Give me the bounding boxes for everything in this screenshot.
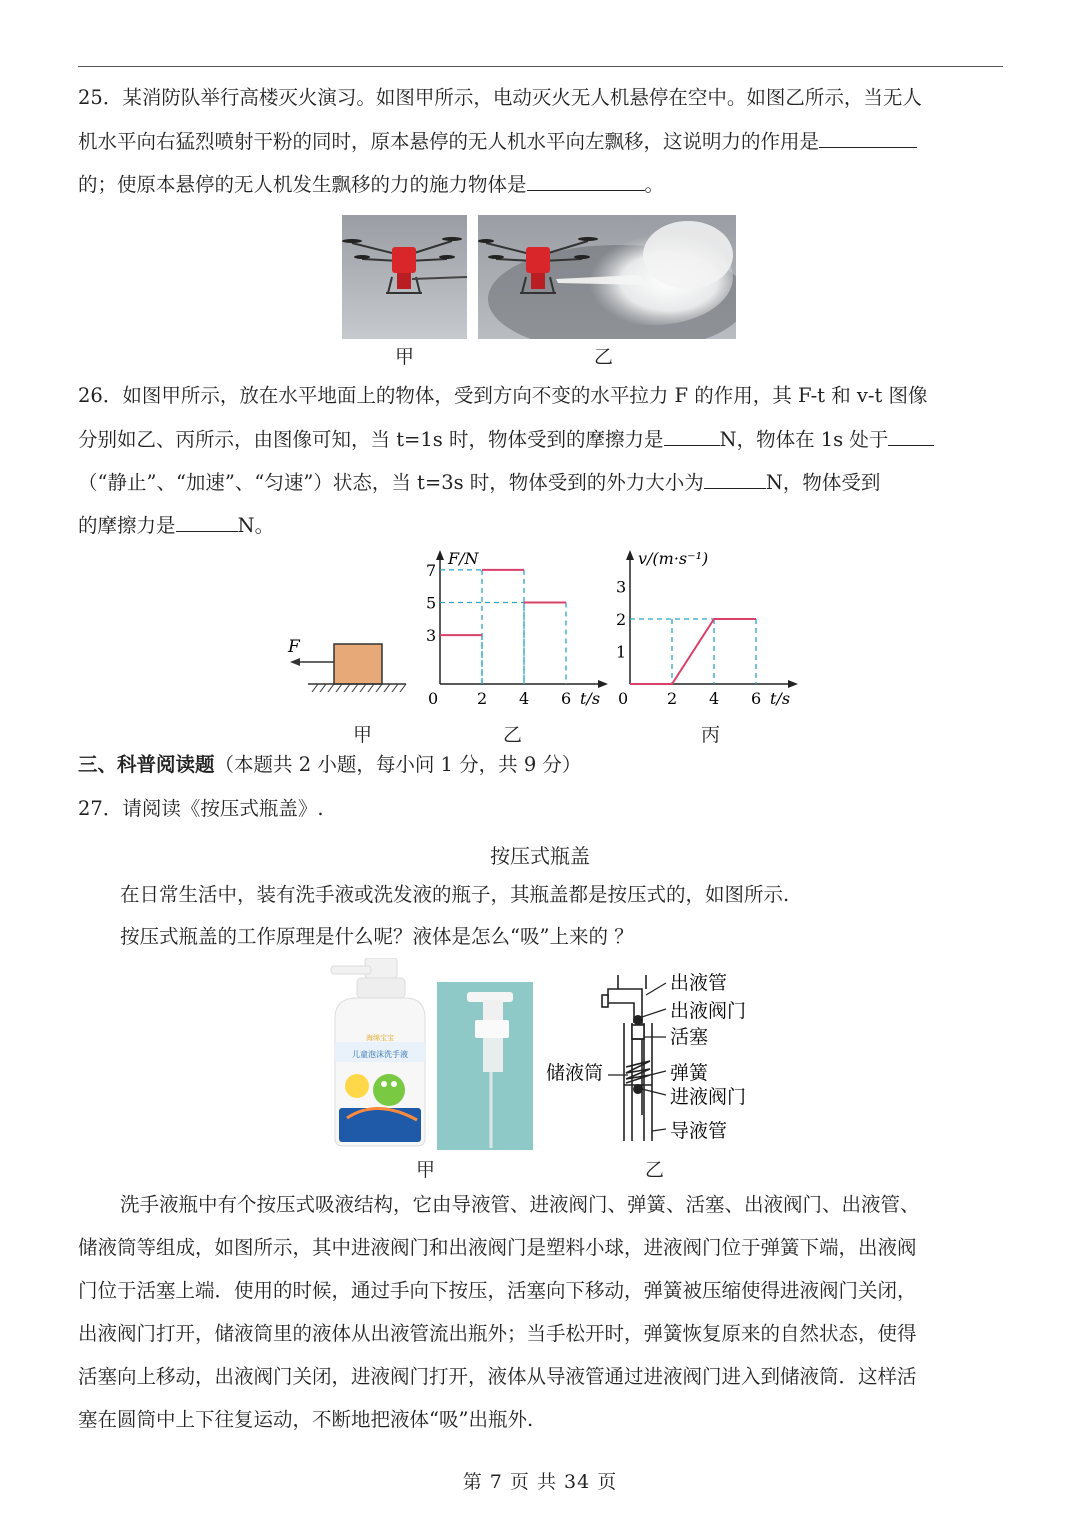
- label-spring: 弹簧: [670, 1062, 709, 1084]
- x-axis-arrow-icon: [598, 680, 608, 688]
- q27-p1: 在日常生活中，装有洗手液或洗发液的瓶子，其瓶盖都是按压式的，如图所示.: [120, 883, 790, 906]
- q26-line1: 26．如图甲所示，放在水平地面上的物体，受到方向不变的水平拉力 F 的作用，其 F-t 和 v-t 图像: [78, 384, 928, 407]
- q27-intro: 27．请阅读《按压式瓶盖》.: [78, 797, 324, 820]
- answer-blank[interactable]: [664, 427, 720, 446]
- q26-line2: 分别如乙、丙所示，由图像可知，当 t=1s 时，物体受到的摩擦力是 N，物体在 1s 处于: [78, 427, 934, 452]
- block: [334, 644, 382, 684]
- q27-p2: 按压式瓶盖的工作原理是什么呢？液体是怎么“吸”上来的 ？: [120, 925, 634, 948]
- y-axis-arrow-icon: [436, 550, 444, 560]
- velocity-line: [630, 619, 756, 684]
- q27-body-line: 储液筒等组成，如图所示，其中进液阀门和出液阀门是塑料小球，进液阀门位于弹簧下端，出液阀: [78, 1236, 917, 1259]
- caption-yi: 乙: [503, 724, 523, 746]
- label-inlet-valve: 进液阀门: [670, 1086, 747, 1108]
- answer-blank[interactable]: [888, 427, 934, 446]
- x-axis-label: t/s: [580, 689, 601, 708]
- answer-blank[interactable]: [704, 470, 766, 489]
- q27-body-line: 塞在圆筒中上下往复运动，不断地把液体“吸”出瓶外.: [78, 1408, 534, 1431]
- answer-blank[interactable]: [819, 129, 917, 148]
- answer-blank[interactable]: [176, 513, 238, 532]
- vt-chart: [610, 542, 800, 712]
- y-axis-label: v/(m·s⁻¹): [638, 549, 709, 568]
- y-tick-label: 5: [426, 593, 437, 613]
- ft-chart: [420, 542, 610, 712]
- label-outlet-valve: 出液阀门: [670, 1000, 747, 1022]
- x-tick-label: 4: [709, 689, 720, 708]
- block-diagram: [284, 636, 412, 692]
- q27-body-line: 活塞向上移动，出液阀门关闭，进液阀门打开，液体从导液管通过进液阀门进入到储液筒．这样活: [78, 1365, 917, 1388]
- y-tick-label: 3: [426, 626, 437, 646]
- label-piston: 活塞: [670, 1026, 709, 1048]
- pump-diagram: [546, 965, 766, 1150]
- x-axis-label: t/s: [770, 689, 791, 708]
- caption-bing: 丙: [701, 724, 721, 746]
- ground-hatch: [312, 684, 406, 692]
- x-tick-label: 4: [519, 689, 530, 708]
- section-heading: 三、科普阅读题（本题共 2 小题，每小问 1 分，共 9 分）: [78, 753, 582, 776]
- x-tick-label: 0: [428, 689, 439, 708]
- outlet-valve-ball: [633, 1015, 643, 1025]
- arrow-head-icon: [290, 658, 300, 666]
- inlet-valve-ball: [633, 1084, 643, 1094]
- page-footer: 第 7 页 共 34 页: [462, 1471, 618, 1493]
- caption-yi: 乙: [645, 1159, 665, 1181]
- article-title: 按压式瓶盖: [490, 844, 590, 868]
- drone-photo-yi: [478, 215, 736, 339]
- y-tick-label: 7: [426, 560, 437, 580]
- top-rule: [78, 66, 1003, 67]
- y-tick-label: 1: [616, 642, 627, 662]
- caption-jia: 甲: [416, 1159, 436, 1181]
- caption-jia: 甲: [353, 724, 373, 746]
- bottle-brand: 海绵宝宝: [366, 1034, 394, 1042]
- x-tick-label: 2: [667, 689, 678, 708]
- x-tick-label: 6: [561, 689, 572, 708]
- x-axis-arrow-icon: [788, 680, 798, 688]
- answer-blank[interactable]: [527, 172, 645, 191]
- caption-yi: 乙: [594, 346, 614, 368]
- q25-line3: 的；使原本悬停的无人机发生飘移的力的施力物体是 。: [78, 173, 665, 196]
- label-reservoir: 储液筒: [546, 1062, 604, 1084]
- pump-photo: [437, 982, 533, 1150]
- y-tick-label: 3: [616, 577, 627, 597]
- label-guide-pipe: 导液管: [670, 1120, 728, 1142]
- drone-photo-jia: [342, 215, 467, 339]
- y-axis-arrow-icon: [626, 550, 634, 560]
- x-tick-label: 2: [477, 689, 488, 708]
- label-outlet-pipe: 出液管: [670, 972, 728, 994]
- caption-jia: 甲: [395, 346, 415, 368]
- bottle-label: 儿童泡沫洗手液: [352, 1050, 408, 1059]
- q25-line1: 25．某消防队举行高楼灭火演习。如图甲所示，电动灭火无人机悬停在空中。如图乙所示，当无人: [78, 86, 922, 109]
- q26-line4: 的摩擦力是 N。: [78, 514, 275, 537]
- q25-line2: 机水平向右猛烈喷射干粉的同时，原本悬停的无人机水平向左飘移，这说明力的作用是: [78, 129, 917, 154]
- q27-body-line: 洗手液瓶中有个按压式吸液结构，它由导液管、进液阀门、弹簧、活塞、出液阀门、出液管、: [120, 1193, 920, 1216]
- q26-line3: （“静止”、“加速”、“匀速”）状态，当 t=3s 时，物体受到的外力大小为 N，物体受到: [78, 471, 881, 494]
- q27-body-line: 门位于活塞上端．使用的时候，通过手向下按压，活塞向下移动，弹簧被压缩使得进液阀门关闭，: [78, 1279, 917, 1302]
- soap-bottle-photo: [327, 958, 427, 1148]
- y-tick-label: 2: [616, 610, 627, 629]
- x-tick-label: 0: [618, 689, 629, 708]
- force-label: F: [288, 637, 300, 657]
- y-axis-label: F/N: [448, 549, 479, 568]
- q27-body-line: 出液阀门打开，储液筒里的液体从出液管流出瓶外；当手松开时，弹簧恢复原来的自然状态，使得: [78, 1322, 917, 1345]
- x-tick-label: 6: [751, 689, 762, 708]
